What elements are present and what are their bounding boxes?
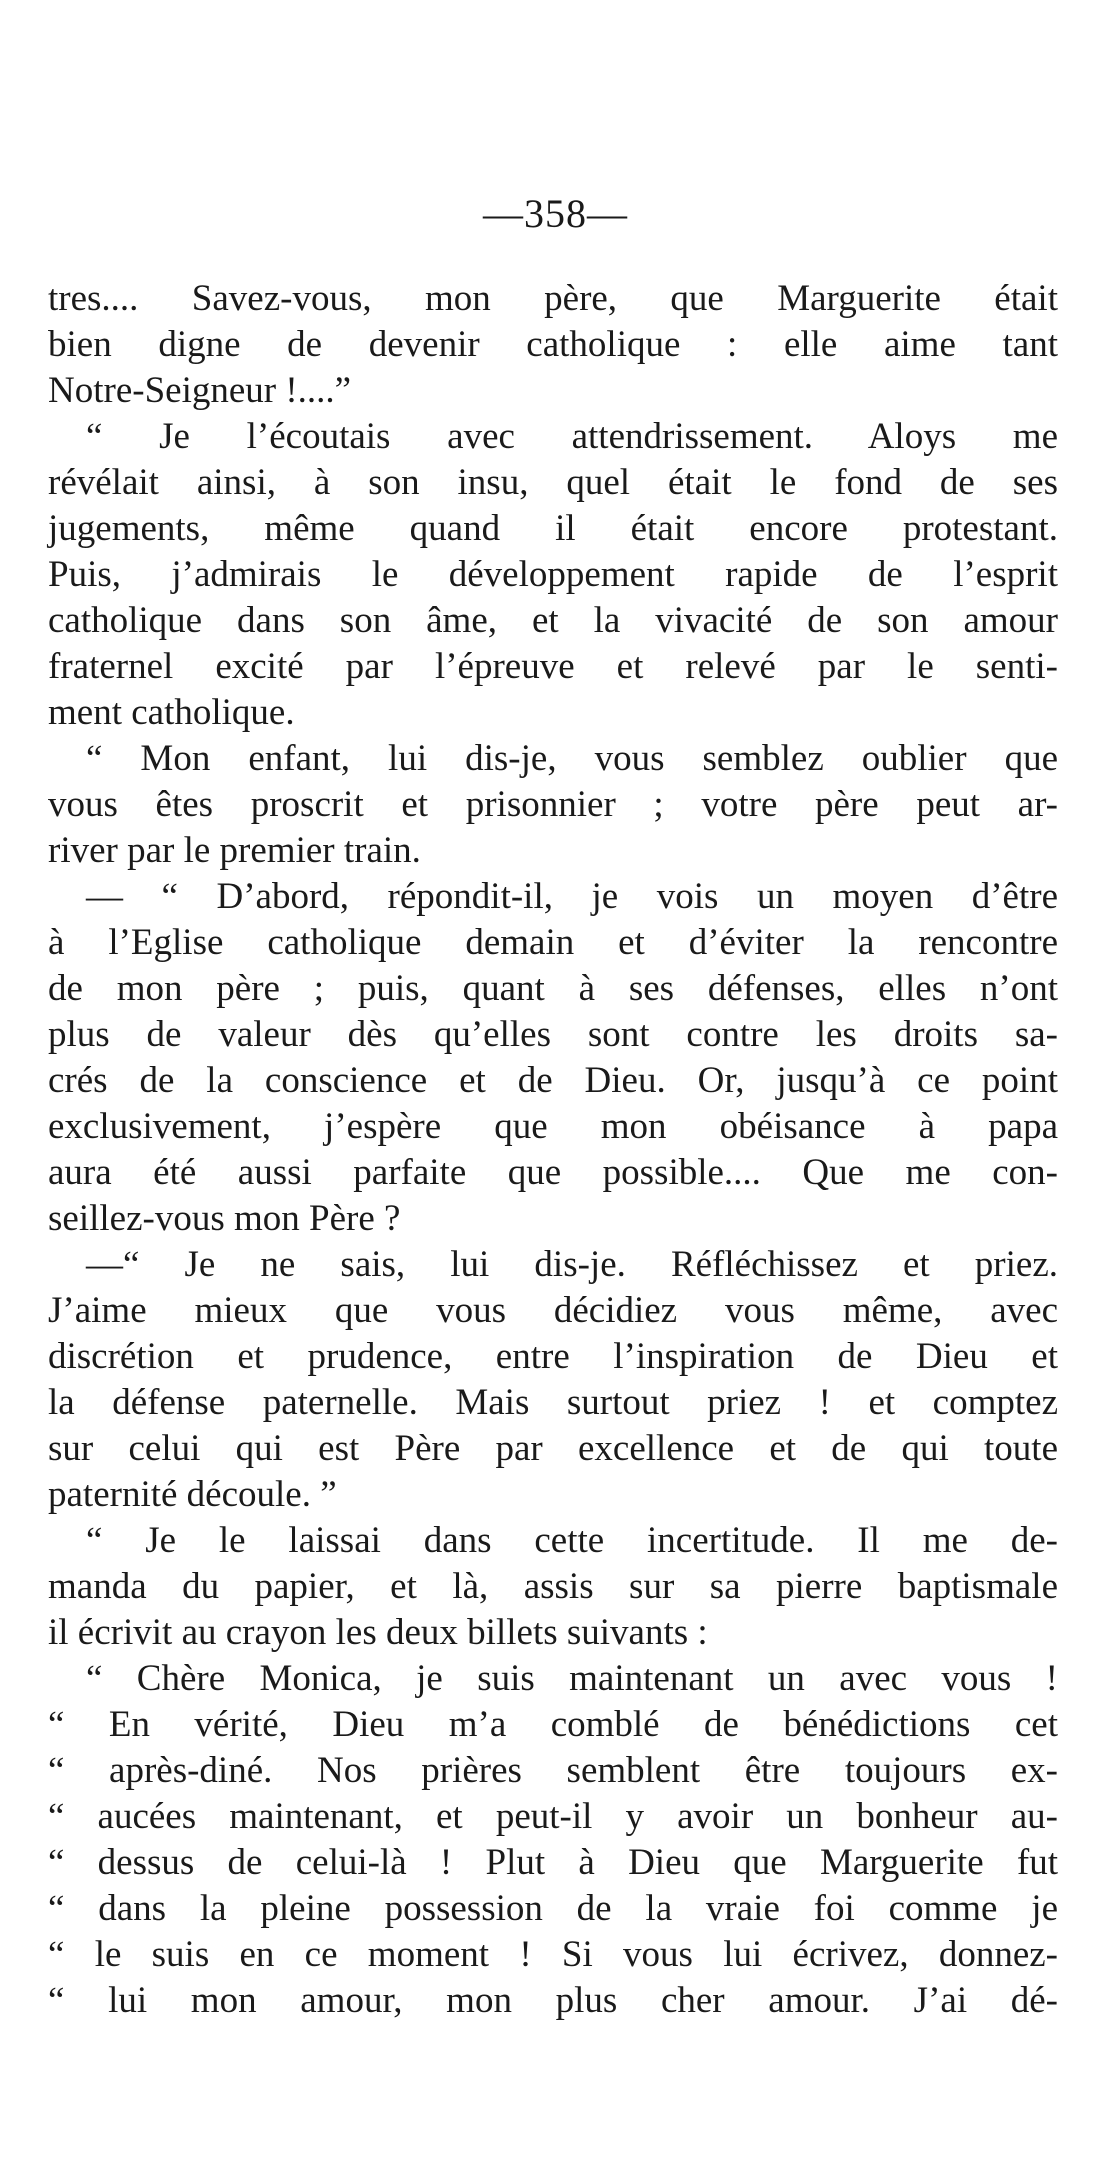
text-line: bien digne de devenir catholique : elle aime tant <box>48 324 1058 365</box>
text-line: révélait ainsi, à son insu, quel était le fond de ses <box>48 462 1058 503</box>
page-number: —358— <box>483 191 628 236</box>
text-line: “ Chère Monica, je suis maintenant un avec vous ! <box>86 1658 1058 1699</box>
text-line: “ aucées maintenant, et peut-il y avoir un bonheur au- <box>48 1796 1058 1837</box>
text-line: la défense paternelle. Mais surtout priez ! et comptez <box>48 1382 1058 1423</box>
text-line: crés de la conscience et de Dieu. Or, jusqu’à ce point <box>48 1060 1058 1101</box>
text-line: ment catholique. <box>48 692 295 733</box>
text-line: “ lui mon amour, mon plus cher amour. J’ai dé- <box>48 1980 1058 2021</box>
text-line: “ En vérité, Dieu m’a comblé de bénédictions cet <box>48 1704 1058 1745</box>
text-line: “ Je le laissai dans cette incertitude. Il me de- <box>86 1520 1058 1561</box>
text-line: Notre-Seigneur !....” <box>48 370 352 411</box>
text-line: exclusivement, j’espère que mon obéisance à papa <box>48 1106 1058 1147</box>
text-line: —“ Je ne sais, lui dis-je. Réfléchissez et priez. <box>86 1244 1058 1285</box>
text-line: catholique dans son âme, et la vivacité de son amour <box>48 600 1058 641</box>
text-line: “ le suis en ce moment ! Si vous lui écrivez, donnez- <box>48 1934 1058 1975</box>
text-line: à l’Eglise catholique demain et d’éviter la rencontre <box>48 922 1058 963</box>
text-line: “ dans la pleine possession de la vraie foi comme je <box>48 1888 1058 1929</box>
body-text <box>48 276 1058 2024</box>
text-line: river par le premier train. <box>48 830 421 871</box>
text-line: — “ D’abord, répondit-il, je vois un moyen d’être <box>86 876 1058 917</box>
text-line: Puis, j’admirais le développement rapide de l’esprit <box>48 554 1058 595</box>
text-line: discrétion et prudence, entre l’inspiration de Dieu et <box>48 1336 1058 1377</box>
text-line: “ dessus de celui-là ! Plut à Dieu que Marguerite fut <box>48 1842 1058 1883</box>
text-line: “ après-diné. Nos prières semblent être toujours ex- <box>48 1750 1058 1791</box>
text-line: de mon père ; puis, quant à ses défenses, elles n’ont <box>48 968 1058 1009</box>
text-line: tres.... Savez-vous, mon père, que Marguerite était <box>48 278 1058 319</box>
text-line: sur celui qui est Père par excellence et de qui toute <box>48 1428 1058 1469</box>
text-line: “ Je l’écoutais avec attendrissement. Aloys me <box>86 416 1058 457</box>
text-line: paternité découle. ” <box>48 1474 337 1515</box>
text-line: manda du papier, et là, assis sur sa pierre baptismale <box>48 1566 1058 1607</box>
text-line: plus de valeur dès qu’elles sont contre les droits sa- <box>48 1014 1058 1055</box>
text-line: fraternel excité par l’épreuve et relevé par le senti- <box>48 646 1058 687</box>
text-line: J’aime mieux que vous décidiez vous même, avec <box>48 1290 1058 1331</box>
text-line: jugements, même quand il était encore protestant. <box>48 508 1058 549</box>
text-line: seillez-vous mon Père ? <box>48 1198 401 1239</box>
text-line: vous êtes proscrit et prisonnier ; votre père peut ar- <box>48 784 1058 825</box>
text-line: aura été aussi parfaite que possible.... Que me con- <box>48 1152 1058 1193</box>
text-line: il écrivit au crayon les deux billets suivants : <box>48 1612 708 1653</box>
text-line: “ Mon enfant, lui dis-je, vous semblez oublier que <box>86 738 1058 779</box>
